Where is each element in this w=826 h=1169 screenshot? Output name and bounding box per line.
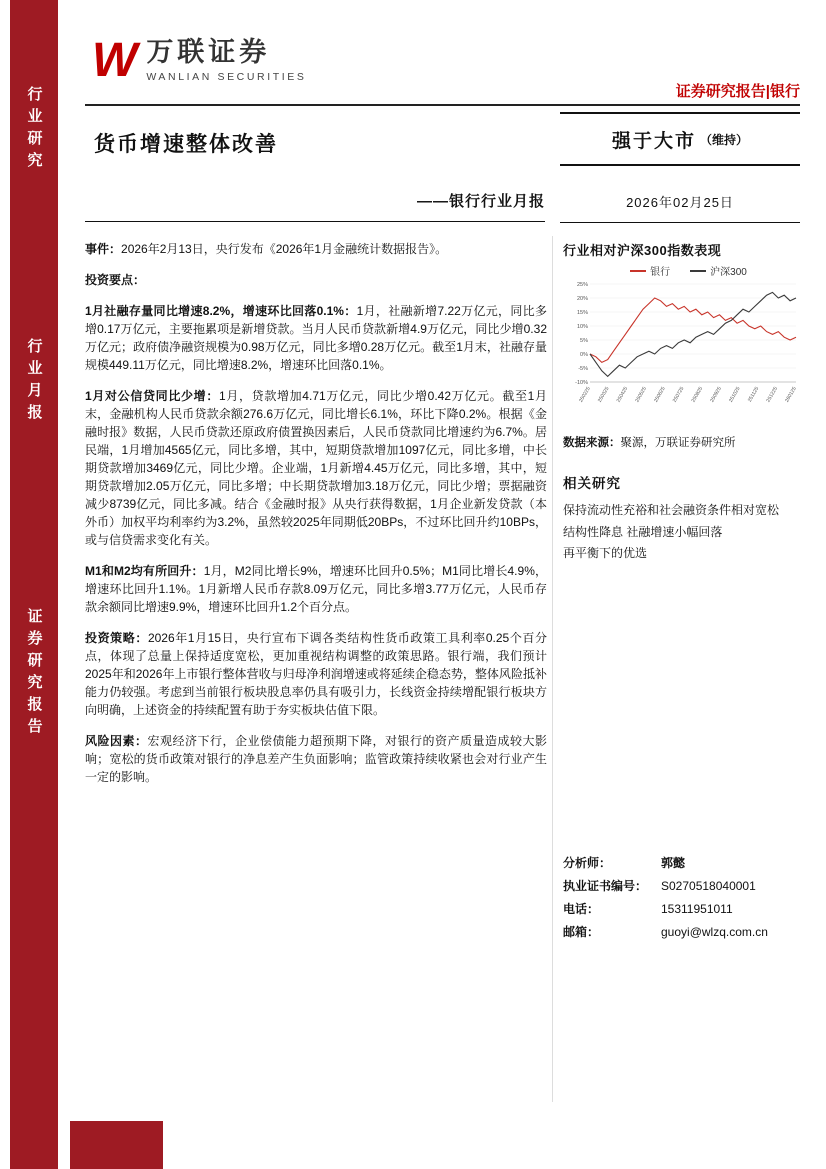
sidebar-label-securities-report: 证券研究报告: [25, 608, 43, 740]
analyst-block: [563, 852, 803, 944]
company-logo: [92, 34, 307, 87]
paragraph-text: 1月，M2同比增长9%，增速环比回升0.5%；M1同比增长4.9%，增速环比回升1.1%。1月新增人民币存款8.09万亿元，同比多增3.77万亿元，人民币存款余额同比增速9.9%，增速环比回升1.2个百分点。: [85, 564, 548, 614]
paragraph-corporate-credit: [85, 387, 547, 549]
data-source-label: 数据来源：: [563, 437, 621, 449]
rating-value: 强于大市: [611, 130, 696, 152]
svg-text:250225: 250225: [578, 386, 592, 404]
paragraph-lead: M1和M2均有所回升：: [85, 564, 204, 578]
svg-text:250425: 250425: [615, 386, 630, 404]
left-red-band: [10, 0, 58, 1169]
analyst-label: 分析师：: [563, 856, 612, 870]
analyst-row: [563, 898, 803, 921]
paragraph-m1-m2: [85, 562, 547, 616]
svg-text:15%: 15%: [576, 310, 588, 316]
svg-text:250625: 250625: [653, 386, 667, 404]
chart-title: 行业相对沪深300指数表现: [563, 243, 722, 258]
svg-text:20%: 20%: [576, 296, 588, 302]
sidebar-label-industry-research: 行业研究: [25, 86, 43, 174]
related-research-link[interactable]: 再平衡下的优选: [563, 546, 648, 561]
report-subtitle: ——银行行业月报: [85, 190, 545, 222]
right-panel: [563, 240, 800, 565]
analyst-row: [563, 875, 803, 898]
sidebar-label-industry-monthly: 行业月报: [25, 338, 43, 426]
industry-chart: [563, 263, 800, 430]
svg-text:260125: 260125: [784, 386, 798, 404]
footer-red-block: [70, 1121, 163, 1169]
industry-chart-svg: [563, 278, 800, 430]
paragraph-lead: 1月社融存量同比增速8.2%，增速环比回落0.1%：: [85, 304, 357, 318]
event-paragraph: [85, 240, 547, 258]
data-source-text: 聚源，万联证券研究所: [620, 437, 736, 449]
email-address[interactable]: guoyi@wlzq.com.cn: [661, 925, 768, 939]
svg-text:5%: 5%: [580, 338, 588, 344]
column-divider: [552, 236, 553, 1102]
related-research-heading: 相关研究: [563, 476, 621, 491]
svg-text:251025: 251025: [728, 386, 742, 404]
analyst-name: 郭懿: [661, 856, 686, 870]
svg-text:10%: 10%: [576, 324, 588, 330]
rating-box: [560, 112, 800, 166]
svg-text:-10%: -10%: [575, 380, 588, 386]
chart-legend: [577, 263, 800, 278]
data-source: [563, 434, 800, 450]
investment-points-label: 投资要点：: [85, 273, 146, 287]
page-title: 货币增速整体改善: [94, 133, 278, 156]
legend-line-csi300-icon: [690, 270, 706, 272]
svg-text:250825: 250825: [690, 386, 705, 404]
svg-text:0%: 0%: [580, 352, 588, 358]
legend-label-csi300: 沪深300: [710, 267, 747, 278]
paragraph-text: 1月，贷款增加4.71万亿元，同比少增0.42万亿元。截至1月末，金融机构人民币贷款余额276.6万亿元，同比增长6.1%，环比下降0.2%。根据《金融时报》数据，人民币贷款还原政府债置换因素后，人民币贷款同比增速约为6.7%。居民端，1月增加4565亿元，同比多增，其中，短期贷款增加1097亿元，同比多增，中长期贷款增加3469亿元，同比少增。企业端，1月新增4.45万亿元，同比多增，其中，短期贷款增加2.05万亿元，同比多增；中长期贷款增加3.18万亿元，同比少增；票据融资减少8739亿元，同比多减。结合《金融时报》从央行获得数据，1月企业新发贷款（本外币）加权平均利率约为3.2%，虽然较2025年同期低20BPs，不过环比回升约10BPs，或与信贷需求变化有关。: [85, 389, 547, 547]
license-number: S0270518040001: [661, 879, 756, 893]
paragraph-text: 宏观经济下行，企业偿债能力超预期下降，对银行的资产质量造成较大影响；宽松的货币政策对银行的净息差产生负面影响；监管政策持续收紧也会对行业产生一定的影响。: [85, 734, 547, 784]
related-research-link[interactable]: 保持流动性充裕和社会融资条件相对宽松: [563, 503, 780, 517]
svg-text:250525: 250525: [634, 386, 648, 404]
paragraph-strategy: [85, 629, 547, 719]
main-content: [85, 240, 547, 799]
legend-label-bank: 银行: [650, 267, 671, 278]
svg-text:250925: 250925: [709, 386, 723, 404]
legend-line-bank-icon: [630, 270, 646, 272]
company-name-cn: 万联证券: [146, 37, 271, 67]
paragraph-lead: 风险因素：: [85, 734, 148, 748]
analyst-row: [563, 852, 803, 875]
svg-text:250725: 250725: [671, 386, 686, 404]
event-text: 2026年2月13日，央行发布《2026年1月金融统计数据报告》。: [121, 242, 448, 256]
paragraph-lead: 1月对公信贷同比少增：: [85, 389, 219, 403]
company-name-en: WANLIAN SECURITIES: [146, 70, 307, 83]
related-research-link[interactable]: 结构性降息 社融增速小幅回落: [563, 524, 723, 539]
svg-text:251125: 251125: [746, 386, 761, 404]
svg-text:250325: 250325: [596, 386, 611, 404]
svg-text:-5%: -5%: [578, 366, 588, 372]
report-date: 2026年02月25日: [560, 192, 800, 223]
legend-item-csi300: [690, 263, 747, 278]
license-label: 执业证书编号：: [563, 879, 648, 893]
analyst-row: [563, 921, 803, 944]
svg-text:251225: 251225: [765, 386, 780, 404]
header-divider: [85, 104, 800, 106]
paragraph-lead: 投资策略：: [85, 631, 148, 645]
paragraph-text: 2026年1月15日，央行宣布下调各类结构性货币政策工具利率0.25个百分点，体现了总量上保持适度宽松，更加重视结构调整的政策思路。银行端，我们预计2025年和2026年上市银行整体营收与归母净利润增速或将延续企稳态势，整体风险抵补能力仍较强。考虑到当前银行板块股息率仍具有吸引力，长线资金持续增配银行板块方向明确，上述资金的持续配置有助于夯实板块估值下限。: [85, 631, 547, 717]
paragraph-risk: [85, 732, 547, 786]
wanlian-logo-icon: W: [92, 34, 138, 87]
paragraph-social-financing: [85, 302, 547, 374]
report-category-tag: 证券研究报告|银行: [675, 83, 800, 100]
phone-label: 电话：: [563, 902, 600, 916]
email-label: 邮箱：: [563, 925, 600, 939]
event-label: 事件：: [85, 242, 122, 256]
rating-maintained: （维持）: [700, 132, 749, 147]
legend-item-bank: [630, 263, 670, 278]
paragraph-text: 1月，社融新增7.22万亿元，同比多增0.17万亿元，主要拖累项是新增贷款。当月人民币贷款新增4.9万亿元，同比少增0.32万亿元；政府债净融资规模为0.98万亿元，同比多增0.28万亿元。截至1月末，社融存量规模449.11万亿元，同比增速8.2%，增速环比回落0.1%。: [85, 304, 547, 372]
phone-number: 15311951011: [661, 902, 733, 916]
svg-text:25%: 25%: [576, 282, 588, 288]
